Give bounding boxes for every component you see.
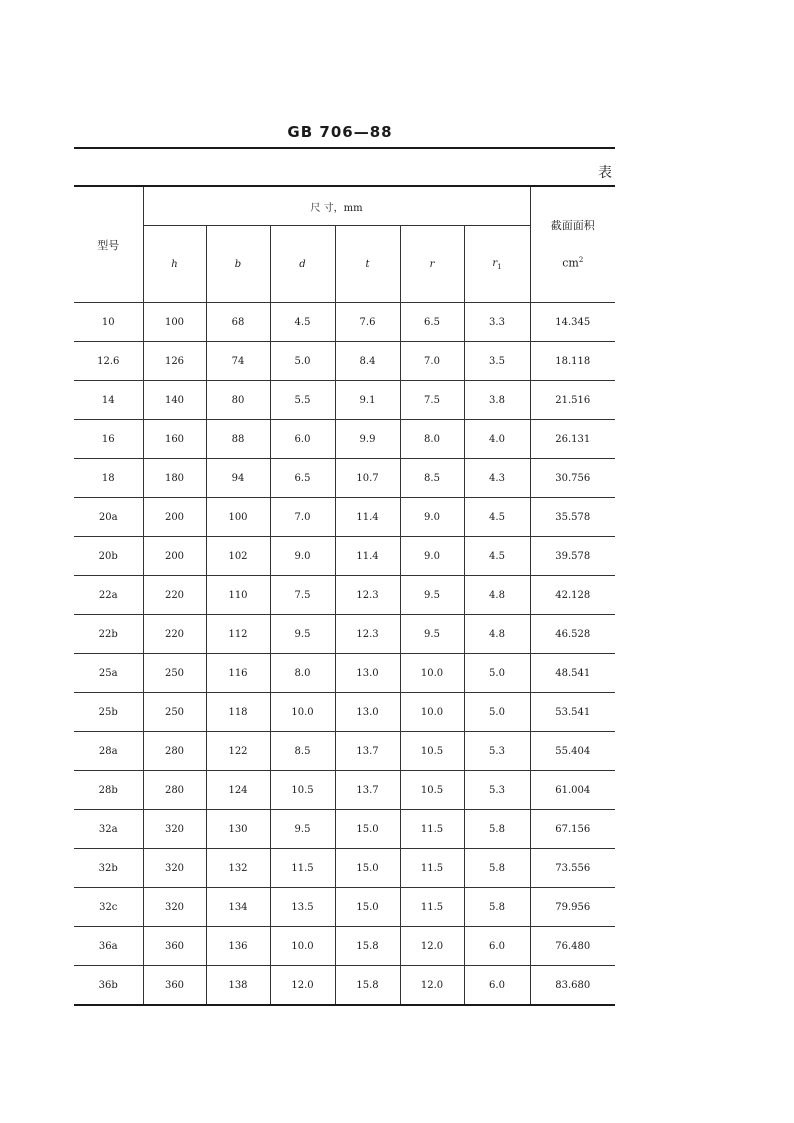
dimension-cell: 102 <box>206 537 270 576</box>
dimension-cell: 280 <box>143 771 206 810</box>
dimension-cell: 15.8 <box>335 927 400 966</box>
dimension-cell: 13.0 <box>335 693 400 732</box>
table-row <box>74 693 615 732</box>
dimension-cell: 11.4 <box>335 537 400 576</box>
table-row <box>74 576 615 615</box>
dimensions-table <box>74 185 615 1006</box>
dimension-cell: 6.0 <box>464 966 530 1006</box>
dimension-cell: 5.3 <box>464 771 530 810</box>
area-header-unit: $cm^2$ <box>562 255 584 270</box>
dimension-cell: 10.0 <box>270 927 335 966</box>
dimension-cell: 12.0 <box>400 966 464 1006</box>
dimension-cell: 5.0 <box>464 654 530 693</box>
dimension-cell: 12.3 <box>335 615 400 654</box>
dimension-cell: 5.8 <box>464 810 530 849</box>
dimension-cell: 320 <box>143 849 206 888</box>
dimension-cell: 4.8 <box>464 576 530 615</box>
model-cell: 22b <box>74 615 143 654</box>
dimension-cell: 5.8 <box>464 888 530 927</box>
dimension-cell: 9.5 <box>400 576 464 615</box>
dimension-cell: 4.8 <box>464 615 530 654</box>
dimension-cell: 132 <box>206 849 270 888</box>
dimension-cell: 220 <box>143 615 206 654</box>
dimension-cell: 15.0 <box>335 888 400 927</box>
dimension-cell: 10.7 <box>335 459 400 498</box>
dimension-cell: 88 <box>206 420 270 459</box>
dimension-cell: 11.5 <box>400 888 464 927</box>
dim-header-2: d <box>270 226 335 303</box>
dim-header-4: r <box>400 226 464 303</box>
area-cell: 46.528 <box>530 615 615 654</box>
area-cell: 39.578 <box>530 537 615 576</box>
table-row <box>74 615 615 654</box>
dimension-cell: 9.1 <box>335 381 400 420</box>
document-title: GB 706—88 <box>287 123 393 141</box>
dimension-cell: 3.5 <box>464 342 530 381</box>
dimension-cell: 9.5 <box>400 615 464 654</box>
dimension-cell: 74 <box>206 342 270 381</box>
dimension-cell: 250 <box>143 693 206 732</box>
dimension-cell: 112 <box>206 615 270 654</box>
dimension-cell: 11.5 <box>400 849 464 888</box>
dimension-cell: 9.9 <box>335 420 400 459</box>
dimension-cell: 13.0 <box>335 654 400 693</box>
dimension-cell: 138 <box>206 966 270 1006</box>
model-cell: 25a <box>74 654 143 693</box>
area-cell: 67.156 <box>530 810 615 849</box>
dimension-cell: 110 <box>206 576 270 615</box>
dimension-cell: 4.5 <box>464 537 530 576</box>
dimension-cell: 15.0 <box>335 810 400 849</box>
dim-header-3: t <box>335 226 400 303</box>
dimension-cell: 320 <box>143 888 206 927</box>
dimension-cell: 13.7 <box>335 732 400 771</box>
model-cell: 36a <box>74 927 143 966</box>
area-cell: 61.004 <box>530 771 615 810</box>
model-cell: 28a <box>74 732 143 771</box>
table-row <box>74 732 615 771</box>
dimension-cell: 320 <box>143 810 206 849</box>
dimension-cell: 360 <box>143 927 206 966</box>
dimension-cell: 7.0 <box>270 498 335 537</box>
area-header-label: 截面面积 <box>550 218 595 232</box>
table-row <box>74 342 615 381</box>
dimension-cell: 9.0 <box>270 537 335 576</box>
dim-header-1: b <box>206 226 270 303</box>
dimension-cell: 136 <box>206 927 270 966</box>
dimension-cell: 13.5 <box>270 888 335 927</box>
model-cell: 16 <box>74 420 143 459</box>
dimension-cell: 3.3 <box>464 303 530 342</box>
area-cell: 21.516 <box>530 381 615 420</box>
dimension-cell: 80 <box>206 381 270 420</box>
area-cell: 73.556 <box>530 849 615 888</box>
dimension-cell: 5.5 <box>270 381 335 420</box>
area-cell: 48.541 <box>530 654 615 693</box>
model-cell: 25b <box>74 693 143 732</box>
dimension-cell: 12.0 <box>270 966 335 1006</box>
model-cell: 14 <box>74 381 143 420</box>
dimension-cell: 4.5 <box>464 498 530 537</box>
table-row <box>74 420 615 459</box>
model-cell: 28b <box>74 771 143 810</box>
dimension-cell: 4.5 <box>270 303 335 342</box>
table-label: 表 <box>598 165 612 181</box>
dimension-cell: 11.5 <box>270 849 335 888</box>
area-cell: 42.128 <box>530 576 615 615</box>
dimension-cell: 10.5 <box>400 732 464 771</box>
dimension-cell: 10.0 <box>400 693 464 732</box>
dimension-cell: 118 <box>206 693 270 732</box>
dimension-cell: 8.5 <box>400 459 464 498</box>
dimension-cell: 180 <box>143 459 206 498</box>
area-cell: 35.578 <box>530 498 615 537</box>
model-cell: 18 <box>74 459 143 498</box>
area-cell: 83.680 <box>530 966 615 1006</box>
dimension-cell: 360 <box>143 966 206 1006</box>
dimension-cell: 134 <box>206 888 270 927</box>
dimension-cell: 130 <box>206 810 270 849</box>
dimension-cell: 9.0 <box>400 537 464 576</box>
dimension-cell: 11.4 <box>335 498 400 537</box>
dimension-cell: 10.5 <box>400 771 464 810</box>
dimension-cell: 11.5 <box>400 810 464 849</box>
dim-header-5: $r_1$ <box>464 226 530 303</box>
dimension-cell: 7.5 <box>270 576 335 615</box>
dimension-cell: 4.0 <box>464 420 530 459</box>
area-cell: 26.131 <box>530 420 615 459</box>
table-row <box>74 966 615 1006</box>
table-row <box>74 381 615 420</box>
dimension-cell: 10.5 <box>270 771 335 810</box>
model-cell: 12.6 <box>74 342 143 381</box>
dimension-cell: 6.0 <box>270 420 335 459</box>
dimension-cell: 5.0 <box>270 342 335 381</box>
dimension-cell: 116 <box>206 654 270 693</box>
dimension-cell: 140 <box>143 381 206 420</box>
dimension-cell: 9.5 <box>270 810 335 849</box>
dimension-cell: 200 <box>143 537 206 576</box>
dimension-cell: 5.0 <box>464 693 530 732</box>
dimension-cell: 3.8 <box>464 381 530 420</box>
table-row <box>74 498 615 537</box>
dimension-cell: 122 <box>206 732 270 771</box>
dimension-cell: 220 <box>143 576 206 615</box>
table-row <box>74 927 615 966</box>
dimension-cell: 5.3 <box>464 732 530 771</box>
dimension-cell: 100 <box>143 303 206 342</box>
table-row <box>74 771 615 810</box>
dimension-cell: 8.5 <box>270 732 335 771</box>
area-cell: 79.956 <box>530 888 615 927</box>
area-cell: 55.404 <box>530 732 615 771</box>
dimension-cell: 124 <box>206 771 270 810</box>
dimension-cell: 8.0 <box>400 420 464 459</box>
dimension-cell: 8.4 <box>335 342 400 381</box>
dimension-cell: 6.0 <box>464 927 530 966</box>
dimension-cell: 6.5 <box>270 459 335 498</box>
dimension-cell: 7.5 <box>400 381 464 420</box>
dimension-cell: 250 <box>143 654 206 693</box>
model-cell: 32c <box>74 888 143 927</box>
dimension-cell: 9.0 <box>400 498 464 537</box>
model-cell: 10 <box>74 303 143 342</box>
area-cell: 14.345 <box>530 303 615 342</box>
dimension-cell: 12.3 <box>335 576 400 615</box>
dimension-cell: 68 <box>206 303 270 342</box>
dimension-cell: 10.0 <box>270 693 335 732</box>
dimension-cell: 7.0 <box>400 342 464 381</box>
dimension-cell: 5.8 <box>464 849 530 888</box>
dimension-cell: 100 <box>206 498 270 537</box>
model-cell: 36b <box>74 966 143 1006</box>
table-row <box>74 888 615 927</box>
model-cell: 32b <box>74 849 143 888</box>
dimension-cell: 9.5 <box>270 615 335 654</box>
table-row <box>74 654 615 693</box>
dimension-cell: 94 <box>206 459 270 498</box>
dimension-cell: 12.0 <box>400 927 464 966</box>
dimension-cell: 4.3 <box>464 459 530 498</box>
model-header: 型号 <box>74 186 143 303</box>
dimension-cell: 200 <box>143 498 206 537</box>
dimension-cell: 13.7 <box>335 771 400 810</box>
area-header <box>530 186 615 303</box>
dim-header-0: h <box>143 226 206 303</box>
table-row <box>74 459 615 498</box>
model-cell: 32a <box>74 810 143 849</box>
table-row <box>74 537 615 576</box>
area-cell: 76.480 <box>530 927 615 966</box>
dimension-cell: 10.0 <box>400 654 464 693</box>
dimension-cell: 15.0 <box>335 849 400 888</box>
dimension-cell: 8.0 <box>270 654 335 693</box>
dimension-cell: 15.8 <box>335 966 400 1006</box>
dimension-cell: 160 <box>143 420 206 459</box>
model-cell: 22a <box>74 576 143 615</box>
dimension-cell: 7.6 <box>335 303 400 342</box>
dimension-cell: 126 <box>143 342 206 381</box>
area-cell: 30.756 <box>530 459 615 498</box>
table-row <box>74 810 615 849</box>
model-cell: 20a <box>74 498 143 537</box>
model-cell: 20b <box>74 537 143 576</box>
table-row <box>74 849 615 888</box>
area-cell: 18.118 <box>530 342 615 381</box>
header-rule <box>74 147 615 149</box>
area-cell: 53.541 <box>530 693 615 732</box>
dimension-cell: 6.5 <box>400 303 464 342</box>
dimensions-header: 尺 寸，mm <box>143 186 530 226</box>
dimension-cell: 280 <box>143 732 206 771</box>
table-row <box>74 303 615 342</box>
